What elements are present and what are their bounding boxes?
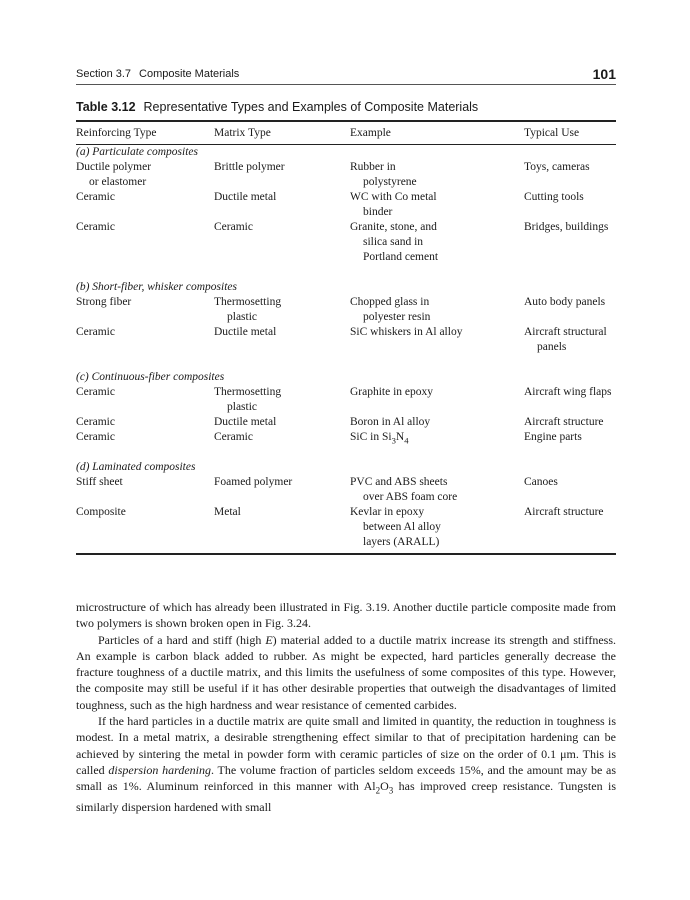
page-number: 101 [592, 66, 616, 82]
table-cell-reinforcing: Ductile polymer or elastomer [76, 161, 152, 188]
table-cell-use: Engine parts [524, 431, 582, 443]
group-title: (d) Laminated composites [76, 461, 196, 473]
running-head-rule [76, 84, 616, 85]
table-cell-reinforcing: Ceramic [76, 191, 115, 203]
table-cell-matrix: Ductile metal [214, 191, 277, 203]
table-cell-matrix: Ductile metal [214, 326, 277, 338]
table-cell-reinforcing: Strong fiber [76, 296, 132, 308]
column-header: Matrix Type [214, 127, 271, 139]
table-cell-reinforcing: Ceramic [76, 431, 115, 443]
table-cell-use: Aircraft structure [524, 506, 604, 518]
table-cell-reinforcing: Ceramic [76, 386, 115, 398]
group-title: (b) Short-fiber, whisker composites [76, 281, 237, 293]
table-cell-matrix: Ceramic [214, 221, 253, 233]
table-cell-use: Aircraft structural panels [524, 326, 607, 353]
table-cell-matrix: Brittle polymer [214, 161, 285, 173]
body-text [76, 599, 616, 815]
table-cell-use: Aircraft structure [524, 416, 604, 428]
table-cell-matrix: Ductile metal [214, 416, 277, 428]
table-cell-reinforcing: Ceramic [76, 416, 115, 428]
table-cell-use: Auto body panels [524, 296, 606, 308]
table-cell-example: Granite, stone, and silica sand in Portland cement [350, 221, 439, 263]
section-title: Composite Materials [139, 68, 240, 80]
section-number: Section 3.7 [76, 68, 132, 80]
table-cell-reinforcing: Composite [76, 506, 126, 518]
running-head [76, 66, 616, 84]
column-header: Example [350, 127, 391, 139]
defined-term: dispersion hardening [108, 762, 211, 777]
table-top-rule [76, 120, 616, 122]
table-cell-use: Aircraft wing flaps [524, 386, 612, 398]
table-caption [76, 100, 616, 114]
table-cell-matrix: Foamed polymer [214, 476, 293, 488]
group-title: (c) Continuous-fiber composites [76, 371, 225, 383]
table-cell-reinforcing: Ceramic [76, 326, 115, 338]
paragraph: Particles of a hard and stiff (high E) material added to a ductile matrix increase its strength and stiffness. An example is carbon black added to rubber. As might be expected, hard particles generally decrease the fracture toughness of a ductile matrix, and this limits the usefulness of some composites of this type. However, the composite may still be useful if it has other desirable properties that outweigh the disadvantages of limited toughness, such as the high hardness and wear resistance of cemented carbides. [76, 632, 616, 712]
table-cell-use: Toys, cameras [524, 161, 590, 173]
table-title: Representative Types and Examples of Composite Materials [143, 100, 479, 114]
table-cell-reinforcing: Stiff sheet [76, 476, 123, 488]
table-cell-matrix: Thermosetting plastic [214, 296, 282, 323]
table-cell-example: Graphite in epoxy [350, 386, 434, 398]
table-cell-matrix: Metal [214, 506, 241, 518]
running-head-section [76, 68, 239, 80]
table-cell-use: Canoes [524, 476, 558, 488]
table-cell-example: Chopped glass in polyester resin [350, 296, 431, 323]
table-number: Table 3.12 [76, 100, 136, 114]
paragraph: microstructure of which has already been illustrated in Fig. 3.19. Another ductile particle composite made from two polymers is shown broken open in Fig. 3.24. [76, 600, 616, 631]
table-cell-example: Boron in Al alloy [350, 416, 431, 428]
table-cell-example: WC with Co metal binder [350, 191, 437, 218]
paragraph: If the hard particles in a ductile matrix are quite small and limited in quantity, the reduction in toughness is modest. In a metal matrix, a desirable strengthening effect similar to that of precipitation hardening can be achieved by sintering the metal in powder form with ceramic particles of size on the order of 0.1 μm. This is called dispersion hardening. The volume fraction of particles seldom exceeds 15%, and the amount may be as small as 1%. Aluminum reinforced in this manner with $Al_2O_3$ has improved creep resistance. Tungsten is similarly dispersion hardened with small [76, 714, 617, 814]
group-title: (a) Particulate composites [76, 146, 199, 158]
table-cell-example: Kevlar in epoxy between Al alloy layers (ARALL) [350, 506, 441, 548]
table-cell-matrix: Ceramic [214, 431, 253, 443]
table-cell-use: Cutting tools [524, 191, 584, 203]
table-cell-example: SiC in $Si_3N_4$ [350, 431, 409, 446]
table-cell-use: Bridges, buildings [524, 221, 609, 233]
table-cell-reinforcing: Ceramic [76, 221, 115, 233]
table-cell-example: Rubber in polystyrene [350, 161, 417, 188]
table-cell-matrix: Thermosetting plastic [214, 386, 282, 413]
table-cell-example: SiC whiskers in Al alloy [350, 326, 463, 338]
symbol-e: E [265, 632, 273, 647]
table-cell-example: PVC and ABS sheets over ABS foam core [350, 476, 458, 503]
column-header: Reinforcing Type [76, 127, 157, 139]
column-header: Typical Use [524, 127, 580, 139]
table-bottom-rule [76, 553, 616, 555]
